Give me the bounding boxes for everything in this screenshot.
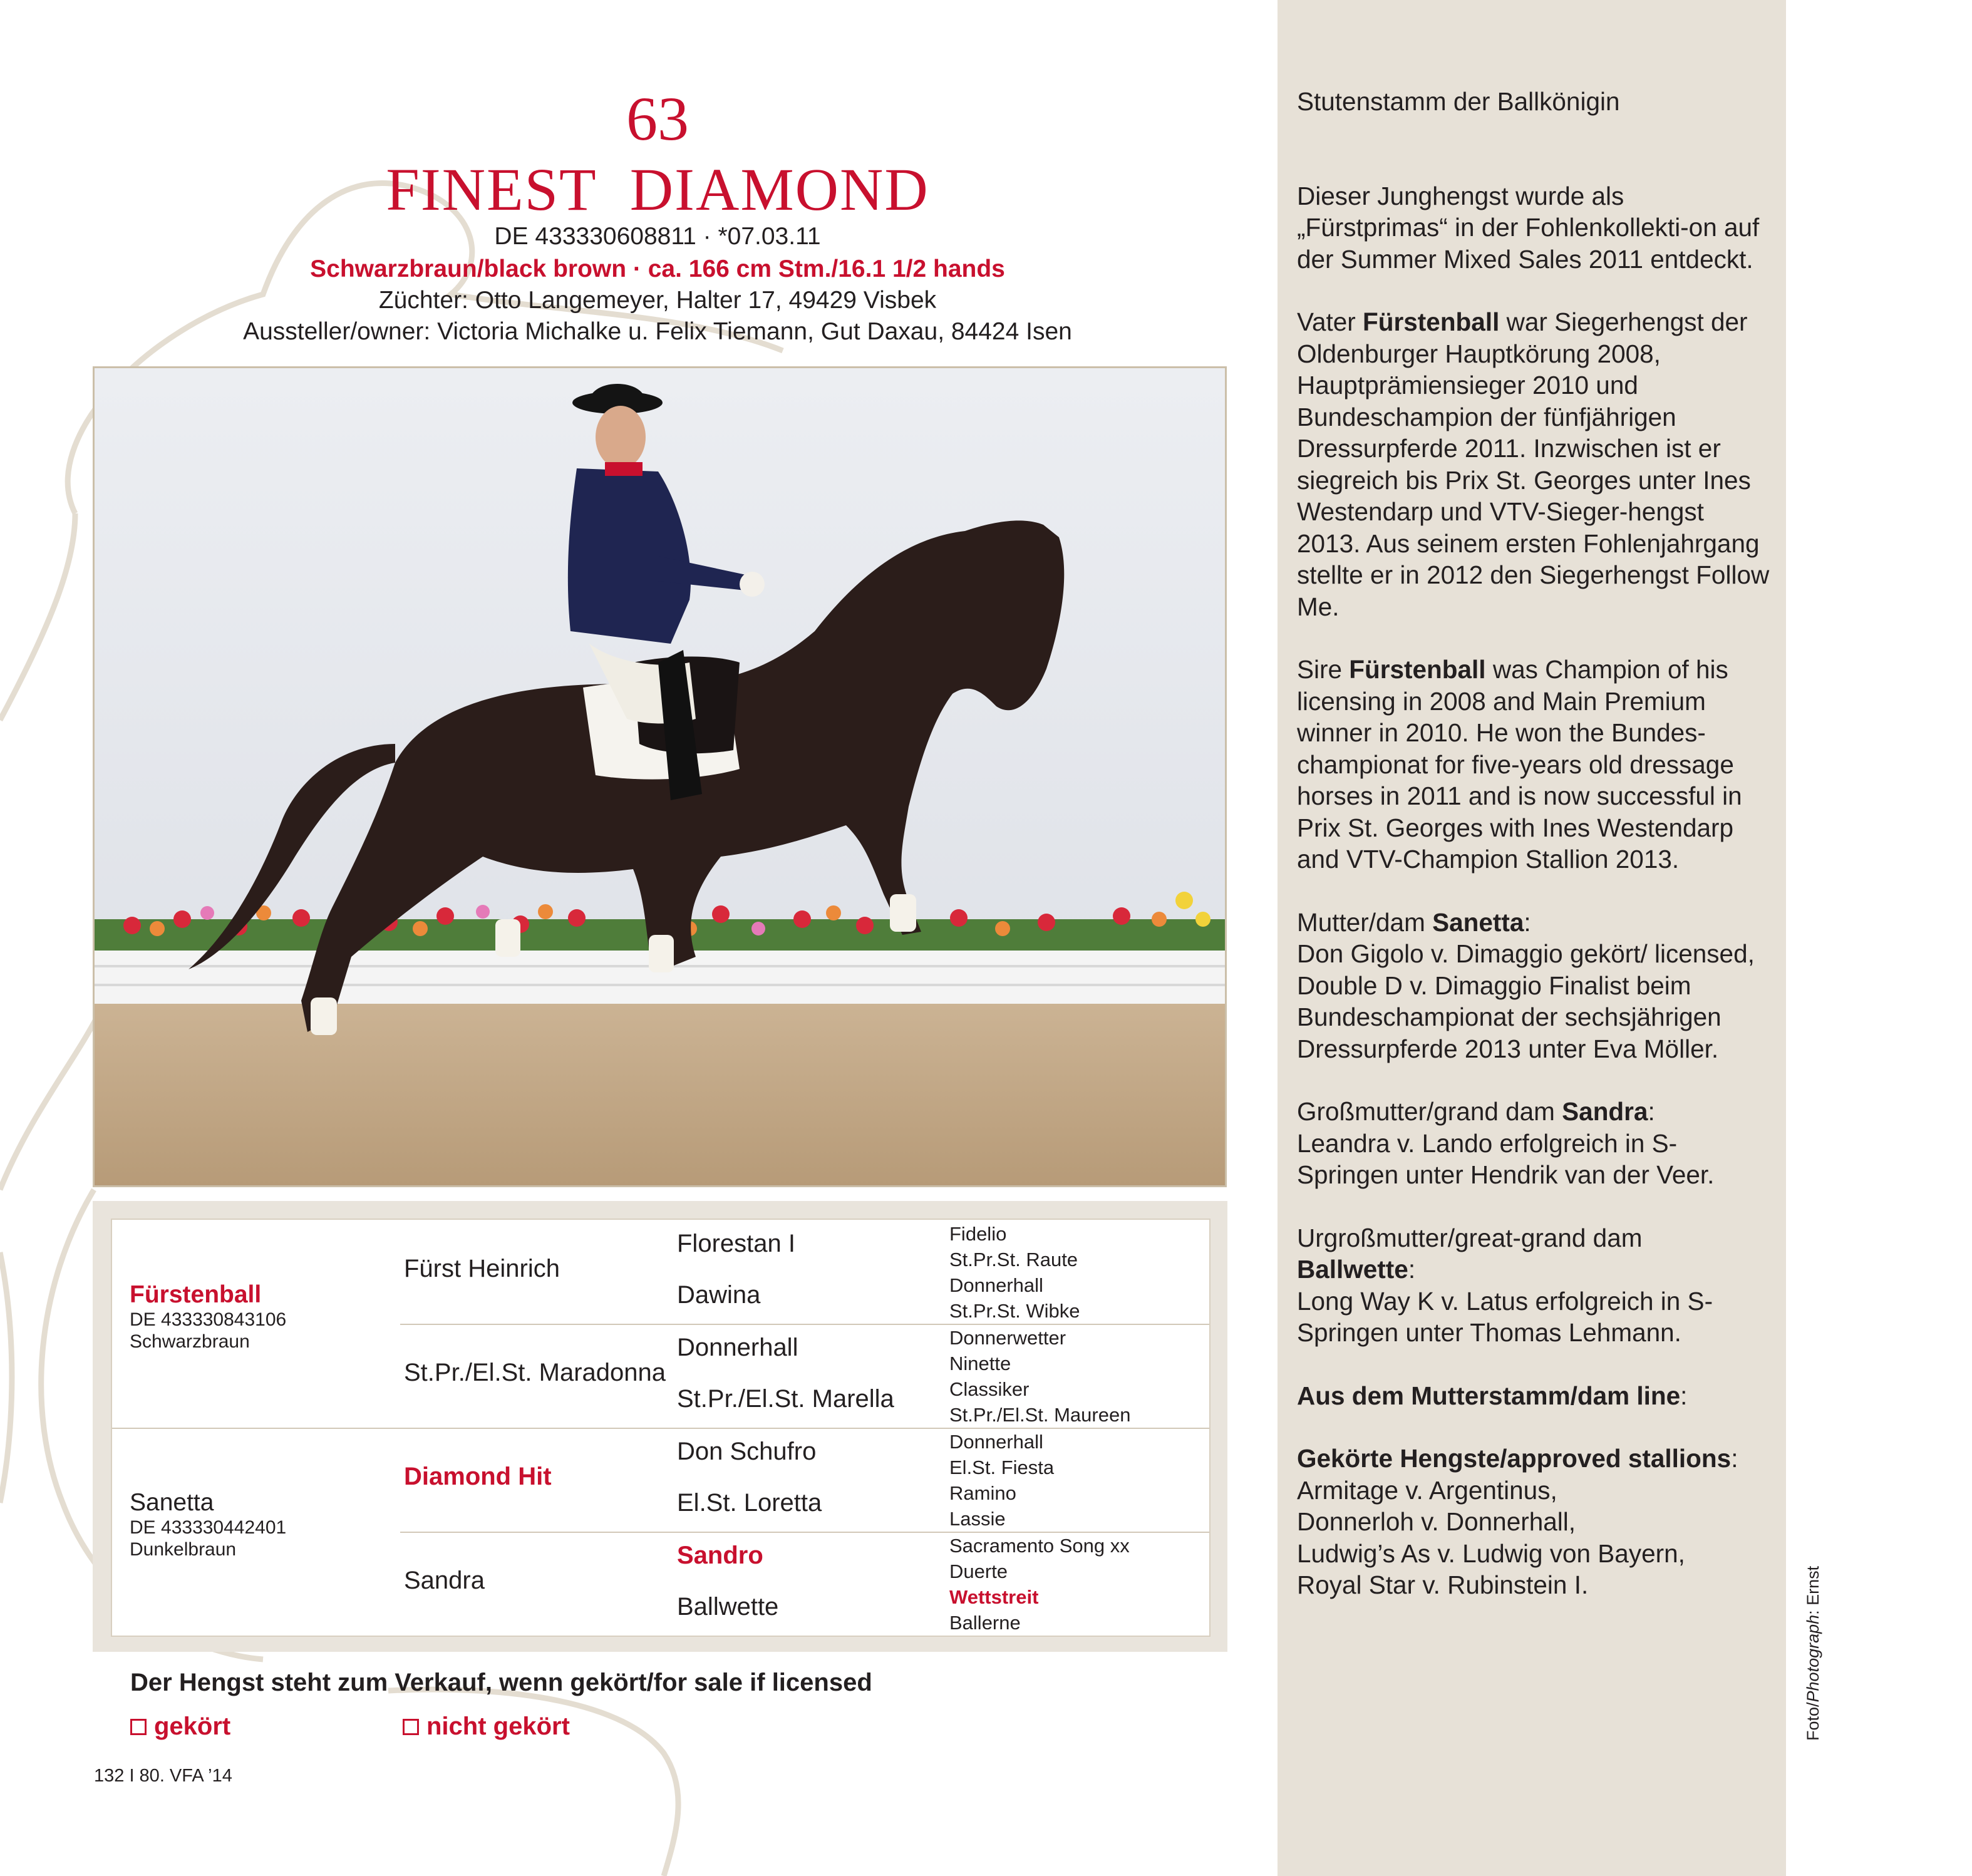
horse-photo	[93, 366, 1227, 1187]
lot-number: 63	[626, 84, 689, 153]
photo-credit: Foto/Photograph: Ernst	[1804, 1565, 1822, 1741]
sire-color: Schwarzbraun	[130, 1331, 250, 1352]
horse-name	[0, 155, 1315, 224]
sidebar-dam: Mutter/dam Sanetta: Don Gigolo v. Dimaggio gekört/ licensed, Double D v. Dimaggio Finalist beim Bundeschampionat der sechsjährigen Dressurpferde 2013 unter Eva Möller.	[1297, 907, 1755, 1063]
pedigree-gen4-4: St.Pr.St. Wibke	[949, 1300, 1080, 1322]
sidebar-sire-en: Sire Fürstenball was Champion of his licensing in 2008 and Main Premium winner in 2010. He won the Bundes-championat for five-years old dressage horses in 2011 and is now successful in Prix St. Georges with Ines Westendarp and VTV-Champion Stallion 2013.	[1297, 655, 1742, 874]
sire-name: Fürstenball	[130, 1281, 262, 1308]
horse-name-first: FINEST	[386, 156, 597, 223]
pedigree-gen4-12: Lassie	[949, 1508, 1006, 1530]
pedigree-gen4-15: Wettstreit	[949, 1586, 1039, 1608]
pedigree-table	[111, 1219, 1211, 1637]
horse-name-second: DIAMOND	[629, 156, 929, 223]
pedigree-gen4-10: El.St. Fiesta	[949, 1456, 1055, 1478]
pedigree-dam	[130, 1489, 286, 1560]
pedigree-gen4-1: Fidelio	[949, 1223, 1007, 1245]
sidebar-dam-line: Aus dem Mutterstamm/dam line:	[1297, 1381, 1688, 1410]
pedigree-gen4-11: Ramino	[949, 1482, 1016, 1504]
checkbox-gekoert-label: gekört	[154, 1713, 231, 1740]
sidebar-sire-de: Vater Fürstenball war Siegerhengst der Oldenburger Hauptkörung 2008, Hauptprämiensieger 2010 und Bundeschampion der fünfjährigen Dressurpferde 2011. Inzwischen ist er siegreich bis Prix St. Georges unter Ines Westendarp und VTV-Sieger-hengst 2013. Aus seinem ersten Fohlenjahrgang stellte er in 2012 den Siegerhengst Follow Me.	[1297, 307, 1770, 621]
pedigree-gen3-3: Donnerhall	[677, 1334, 798, 1361]
pedigree-gen4-14: Duerte	[949, 1560, 1008, 1582]
sidebar-text	[1297, 86, 1773, 1632]
pedigree-gen3-8: Ballwette	[677, 1593, 779, 1621]
color-size-line: Schwarzbraun/black brown · ca. 166 cm Stm./16.1 1/2 hands	[310, 255, 1005, 282]
pedigree-sire	[130, 1281, 286, 1353]
pedigree-gen4-16: Ballerne	[949, 1612, 1021, 1634]
sale-notice: Der Hengst steht zum Verkauf, wenn gekört/for sale if licensed	[130, 1669, 872, 1696]
pedigree-gen4-6: Ninette	[949, 1353, 1011, 1374]
sidebar-stallions: Gekörte Hengste/approved stallions: Armitage v. Argentinus, Donnerloh v. Donnerhall, Ludwig’s As v. Ludwig von Bayern, Royal Star v. Rubinstein I.	[1297, 1444, 1738, 1599]
checkbox-nicht-gekoert-label: nicht gekört	[426, 1713, 570, 1740]
pedigree-gen2-4: Sandra	[404, 1567, 485, 1594]
checkbox-square-icon	[130, 1719, 147, 1735]
checkbox-square-icon	[403, 1719, 419, 1735]
sire-reg: DE 433330843106	[130, 1309, 287, 1330]
checkbox-gekoert[interactable]	[130, 1713, 230, 1741]
sidebar-intro: Dieser Junghengst wurde als „Fürstprimas“ in der Fohlenkollekti-on auf der Summer Mixed Sales 2011 entdeckt.	[1297, 181, 1760, 274]
dam-name: Sanetta	[130, 1489, 214, 1516]
dam-reg: DE 433330442401	[130, 1517, 287, 1538]
pedigree-gen4-3: Donnerhall	[949, 1274, 1043, 1296]
pedigree-gen3-1: Florestan I	[677, 1230, 795, 1257]
pedigree-gen2-3: Diamond Hit	[404, 1463, 552, 1490]
pedigree-gen4-9: Donnerhall	[949, 1431, 1043, 1453]
sidebar-great-grand-dam: Urgroßmutter/great-grand dam Ballwette: Long Way K v. Latus erfolgreich in S-Springen unter Thomas Lehmann.	[1297, 1223, 1713, 1347]
pedigree-gen3-4: St.Pr./El.St. Marella	[677, 1385, 894, 1413]
pedigree-gen3-2: Dawina	[677, 1281, 761, 1309]
pedigree-gen4-5: Donnerwetter	[949, 1327, 1066, 1349]
pedigree-gen4-8: St.Pr./El.St. Maureen	[949, 1404, 1131, 1426]
pedigree-gen3-6: El.St. Loretta	[677, 1489, 822, 1517]
checkbox-nicht-gekoert[interactable]	[403, 1713, 570, 1741]
sidebar-heading: Stutenstamm der Ballkönigin	[1297, 87, 1620, 116]
breeder-line: Züchter: Otto Langemeyer, Halter 17, 49429 Visbek	[378, 287, 937, 314]
owner-line: Aussteller/owner: Victoria Michalke u. Felix Tiemann, Gut Daxau, 84424 Isen	[243, 318, 1072, 345]
pedigree-gen3-5: Don Schufro	[677, 1438, 817, 1465]
sidebar-grand-dam: Großmutter/grand dam Sandra: Leandra v. Lando erfolgreich in S-Springen unter Hendrik van der Veer.	[1297, 1097, 1715, 1189]
pedigree-gen2-2: St.Pr./El.St. Maradonna	[404, 1359, 666, 1386]
dam-color: Dunkelbraun	[130, 1539, 237, 1560]
registration-line: DE 433330608811 · *07.03.11	[494, 223, 821, 250]
page-footer: 132 I 80. VFA ’14	[94, 1766, 232, 1786]
pedigree-gen4-7: Classiker	[949, 1378, 1030, 1400]
pedigree-gen4-13: Sacramento Song xx	[949, 1535, 1130, 1557]
pedigree-gen3-7: Sandro	[677, 1542, 763, 1569]
pedigree-gen4-2: St.Pr.St. Raute	[949, 1249, 1078, 1270]
pedigree-gen2-1: Fürst Heinrich	[404, 1255, 560, 1282]
